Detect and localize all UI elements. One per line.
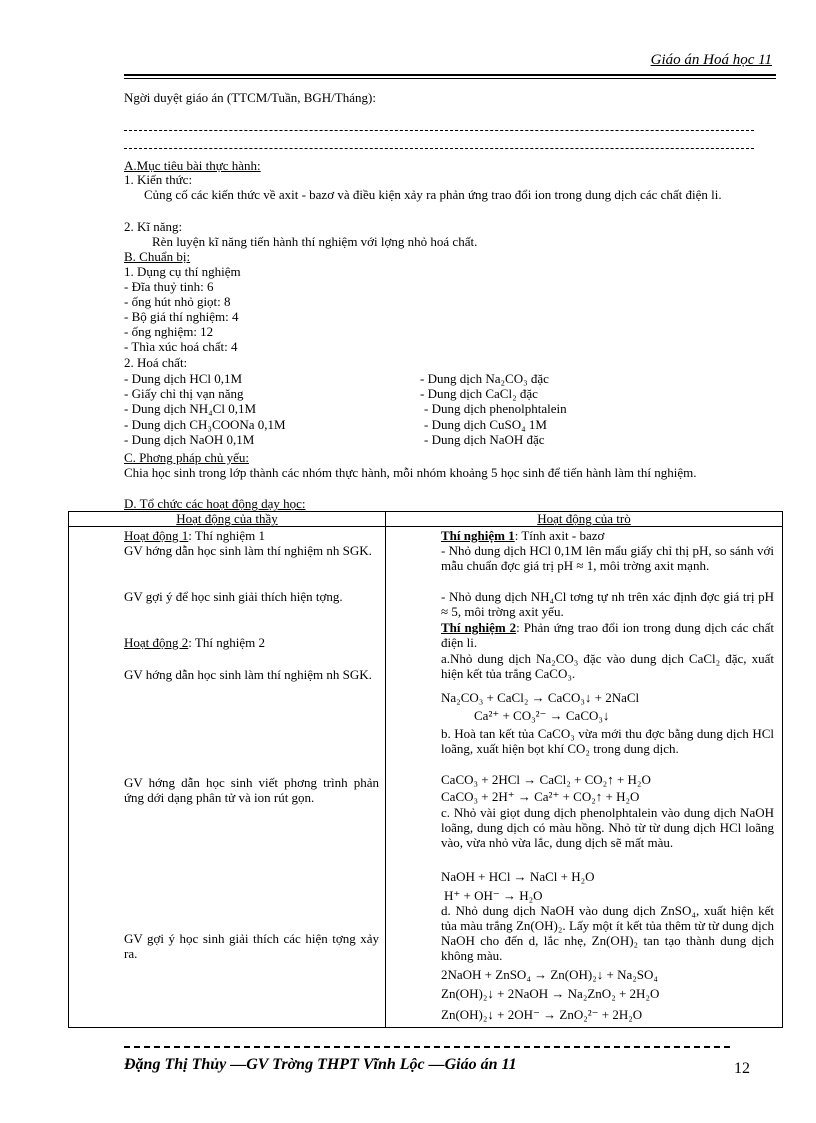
chem-right-item: - Dung dịch CuSO₄ 1M bbox=[424, 417, 547, 432]
experiment-2-heading: Thí nghiệm 2: Phản ứng trao đổi ion trong dung dịch các chất điện li. bbox=[441, 620, 774, 650]
skill-text: Rèn luyện kĩ năng tiến hành thí nghiệm với lợng nhỏ hoá chất. bbox=[152, 234, 478, 249]
equation: Ca²⁺ + CO₃²⁻ → CaCO₃↓ bbox=[474, 708, 610, 723]
chem-left-item: - Dung dịch NH₄Cl 0,1M bbox=[124, 401, 256, 416]
header-rule-thin bbox=[124, 78, 776, 79]
chem-right-item: - Dung dịch NaOH đặc bbox=[424, 432, 545, 447]
tool-item: - Đĩa thuỷ tinh: 6 bbox=[124, 279, 214, 294]
teacher-step: GV gợi ý học sinh giải thích các hiện tợng xảy ra. bbox=[124, 931, 379, 961]
chem-right-item: - Dung dịch CaCl₂ đặc bbox=[420, 386, 538, 401]
knowledge-text: Củng cố các kiến thức về axit - bazơ và điều kiện xảy ra phản ứng trao đổi ion trong dung dịch các chất điện li. bbox=[144, 187, 722, 202]
page-number: 12 bbox=[734, 1060, 750, 1077]
chem-left-item: - Dung dịch CH₃COONa 0,1M bbox=[124, 417, 286, 432]
activities-table bbox=[68, 511, 783, 1028]
student-column bbox=[386, 527, 783, 1028]
equation: H⁺ + OH⁻ → H₂O bbox=[444, 888, 543, 903]
equation: NaOH + HCl → NaCl + H₂O bbox=[441, 869, 595, 884]
teacher-step: GV hớng dẫn học sinh làm thí nghiệm nh SGK. bbox=[124, 543, 372, 558]
knowledge-title: 1. Kiến thức: bbox=[124, 172, 193, 187]
reviewer-line: Ngời duyệt giáo án (TTCM/Tuần, BGH/Tháng): bbox=[124, 90, 376, 105]
section-a-title: A.Mục tiêu bài thực hành: bbox=[124, 158, 261, 173]
student-step: c. Nhỏ vài giọt dung dịch phenolphtalein vào dung dịch NaOH loãng, dung dịch có màu hồng. Nhỏ từ từ dung dịch HCl loãng vào, vừa nhỏ vừa lắc, dung dịch sẽ mất màu. bbox=[441, 805, 774, 850]
header-rule bbox=[124, 74, 776, 76]
teacher-step: GV hớng dẫn học sinh viết phơng trình phản ứng dới dạng phân tử và ion rút gọn. bbox=[124, 775, 379, 805]
chem-right-item: - Dung dịch phenolphtalein bbox=[424, 401, 567, 416]
equation: 2NaOH + ZnSO₄ → Zn(OH)₂↓ + Na₂SO₄ bbox=[441, 967, 658, 982]
chem-right-item: - Dung dịch Na₂CO₃ đặc bbox=[420, 371, 549, 386]
chem-left-item: - Giấy chỉ thị vạn năng bbox=[124, 386, 244, 401]
tools-title: 1. Dụng cụ thí nghiệm bbox=[124, 264, 241, 279]
tool-item: - Thìa xúc hoá chất: 4 bbox=[124, 339, 238, 354]
section-c-title: C. Phơng pháp chủ yếu: bbox=[124, 450, 249, 465]
section-b-title: B. Chuẩn bị: bbox=[124, 249, 191, 264]
student-step: a.Nhỏ dung dịch Na₂CO₃ đặc vào dung dịch CaCl₂ đặc, xuất hiện kết tủa trắng CaCO₃. bbox=[441, 651, 774, 681]
teacher-column bbox=[69, 527, 386, 1028]
footer-author: Đặng Thị Thủy —GV Trờng THPT Vĩnh Lộc —Giáo án 11 bbox=[124, 1056, 517, 1073]
activity-2-heading: Hoạt động 2: Thí nghiệm 2 bbox=[124, 635, 265, 650]
student-step: d. Nhỏ dung dịch NaOH vào dung dịch ZnSO₄, xuất hiện kết tủa màu trắng Zn(OH)₂. Lấy một ít kết tủa thêm từ từ dung dịch NaOH cho đến d, lắc nhẹ, Zn(OH)₂ tan tạo thành dung dịch không màu. bbox=[441, 903, 774, 963]
student-step: - Nhỏ dung dịch NH₄Cl tơng tự nh trên xác định đợc giá trị pH ≈ 5, môi trờng axit yếu. bbox=[441, 589, 774, 619]
equation: Zn(OH)₂↓ + 2NaOH → Na₂ZnO₂ + 2H₂O bbox=[441, 986, 660, 1001]
dotted-line bbox=[124, 148, 754, 149]
equation: Na₂CO₃ + CaCl₂ → CaCO₃↓ + 2NaCl bbox=[441, 690, 640, 705]
student-step: b. Hoà tan kết tủa CaCO₃ vừa mới thu đợc bằng dung dịch HCl loãng, xuất hiện bọt khí CO₂ trong dung dịch. bbox=[441, 726, 774, 756]
activity-1-heading: Hoạt động 1: Thí nghiệm 1 bbox=[124, 528, 265, 543]
chem-title: 2. Hoá chất: bbox=[124, 355, 188, 370]
tool-item: - ống nghiệm: 12 bbox=[124, 324, 214, 339]
student-step: - Nhỏ dung dịch HCl 0,1M lên mẩu giấy chỉ thị pH, so sánh với mẫu chuẩn đợc giá trị pH ≈ 1, môi trờng axit mạnh. bbox=[441, 543, 774, 573]
tool-item: - ống hút nhỏ giọt: 8 bbox=[124, 294, 231, 309]
teacher-step: GV hớng dẫn học sinh làm thí nghiệm nh SGK. bbox=[124, 667, 372, 682]
equation: Zn(OH)₂↓ + 2OH⁻ → ZnO₂²⁻ + 2H₂O bbox=[441, 1007, 643, 1022]
footer-rule bbox=[124, 1046, 730, 1048]
teacher-step: GV gợi ý để học sinh giải thích hiện tợng. bbox=[124, 589, 343, 604]
col-header-teacher: Hoạt động của thầy bbox=[69, 512, 386, 527]
header-title: Giáo án Hoá học 11 bbox=[650, 52, 772, 68]
chem-left-item: - Dung dịch HCl 0,1M bbox=[124, 371, 243, 386]
tool-item: - Bộ giá thí nghiệm: 4 bbox=[124, 309, 239, 324]
equation: CaCO₃ + 2H⁺ → Ca²⁺ + CO₂↑ + H₂O bbox=[441, 789, 640, 804]
chem-left-item: - Dung dịch NaOH 0,1M bbox=[124, 432, 255, 447]
section-c-text: Chia học sinh trong lớp thành các nhóm thực hành, mỗi nhóm khoảng 5 học sinh để tiến hành làm thí nghiệm. bbox=[124, 465, 697, 480]
section-d-title: D. Tổ chức các hoạt động dạy học: bbox=[124, 496, 306, 511]
equation: CaCO₃ + 2HCl → CaCl₂ + CO₂↑ + H₂O bbox=[441, 772, 651, 787]
experiment-1-heading: Thí nghiệm 1: Tính axit - bazơ bbox=[441, 528, 605, 543]
col-header-student: Hoạt động của trò bbox=[386, 512, 783, 527]
skill-title: 2. Kĩ năng: bbox=[124, 219, 183, 234]
dotted-line bbox=[124, 130, 754, 131]
